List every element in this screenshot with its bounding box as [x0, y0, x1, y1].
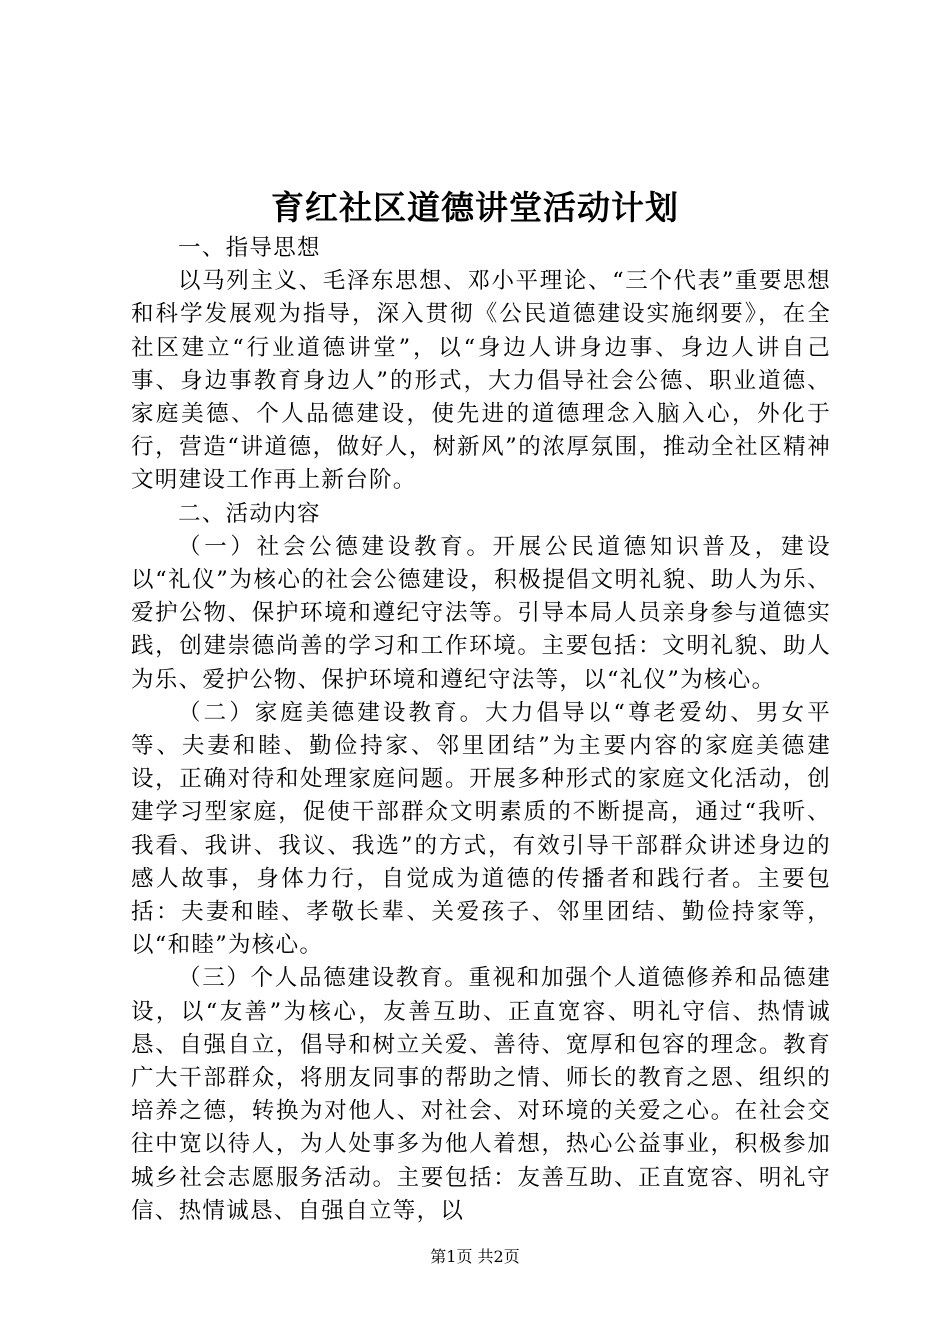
page-footer: 第1页 共2页	[430, 1247, 520, 1266]
section-heading-activity-content: 二、活动内容	[178, 500, 321, 527]
paragraph-social-morality: （一）社会公德建设教育。开展公民道德知识普及，建设以“礼仪”为核心的社会公德建设，积极提倡文明礼貌、助人为乐、爱护公物、保护环境和遵纪守法等。引导本局人员亲身参与道德实践，创建崇德尚善的学习和工作环境。主要包括：文明礼貌、助人为乐、爱护公物、保护环境和遵纪守法等，以“礼仪”为核心。	[131, 533, 831, 693]
document-body	[131, 232, 831, 1228]
paragraph-guiding-ideology: 以马列主义、毛泽东思想、邓小平理论、“三个代表”重要思想和科学发展观为指导，深入贯彻《公民道德建设实施纲要》，在全社区建立“行业道德讲堂”，以“身边人讲身边事、身边人讲自己事、身边事教育身边人”的形式，大力倡导社会公德、职业道德、家庭美德、个人品德建设，使先进的道德理念入脑入心，外化于行，营造“讲道德，做好人，树新风”的浓厚氛围，推动全社区精神文明建设工作再上新台阶。	[131, 268, 831, 494]
page-title: 育红社区道德讲堂活动计划	[271, 188, 679, 227]
section-heading-guiding-ideology: 一、指导思想	[178, 235, 321, 261]
paragraph-family-virtue: （二）家庭美德建设教育。大力倡导以“尊老爱幼、男女平等、夫妻和睦、勤俭持家、邻里团结”为主要内容的家庭美德建设，正确对待和处理家庭问题。开展多种形式的家庭文化活动，创建学习型家庭，促使干部群众文明素质的不断提高，通过“我听、我看、我讲、我议、我选”的方式，有效引导干部群众讲述身边的感人故事，身体力行，自觉成为道德的传播者和践行者。主要包括：夫妻和睦、孝敬长辈、关爱孩子、邻里团结、勤俭持家等，以“和睦”为核心。	[131, 699, 831, 959]
paragraph-personal-character: （三）个人品德建设教育。重视和加强个人道德修养和品德建设，以“友善”为核心，友善互助、正直宽容、明礼守信、热情诚恳、自强自立，倡导和树立关爱、善待、宽厚和包容的理念。教育广大干部群众，将朋友同事的帮助之情、师长的教育之恩、组织的培养之德，转换为对他人、对社会、对环境的关爱之心。在社会交往中宽以待人，为人处事多为他人着想，热心公益事业，积极参加城乡社会志愿服务活动。主要包括：友善互助、正直宽容、明礼守信、热情诚恳、自强自立等，以	[131, 965, 831, 1224]
